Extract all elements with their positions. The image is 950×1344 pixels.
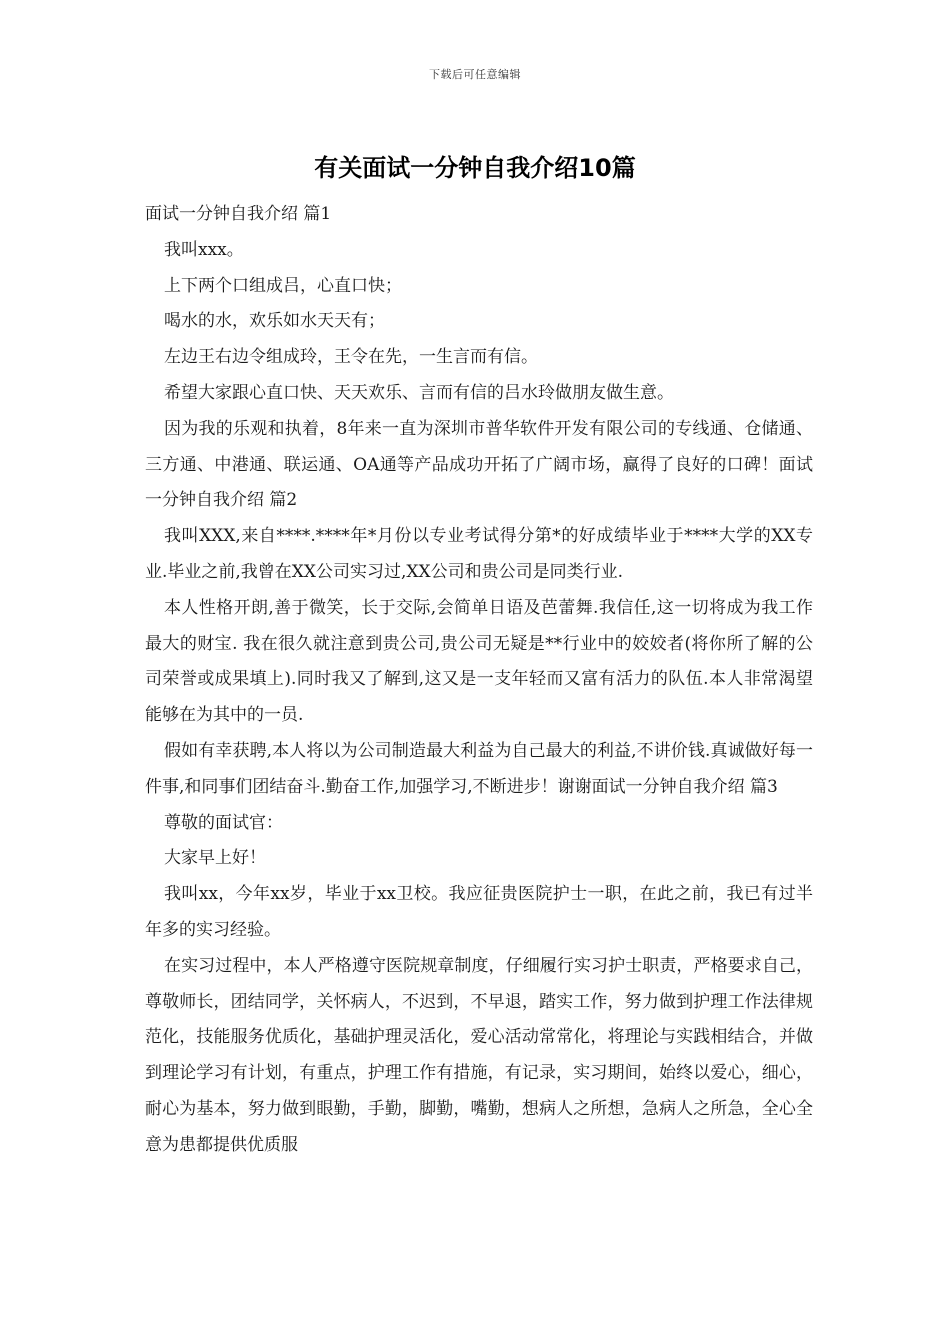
body-paragraph: 喝水的水，欢乐如水天天有； — [164, 311, 385, 332]
document-body — [145, 197, 813, 1164]
body-paragraph: 大家早上好！ — [164, 848, 266, 869]
body-paragraph: 在实习过程中，本人严格遵守医院规章制度，仔细履行实习护士职责，严格要求自己，尊敬师长，团结同学，关怀病人，不迟到，不早退，踏实工作，努力做到护理工作法律规范化，技能服务优质化，基础护理灵活化，爱心活动常常化，将理论与实践相结合，并做到理论学习有计划，有重点，护理工作有措施，有记录，实习期间，始终以爱心，细心，耐心为基本，努力做到眼勤，手勤，脚勤，嘴勤，想病人之所想，急病人之所急，全心全意为患都提供优质服 — [145, 955, 813, 1155]
document-title: 有关面试一分钟自我介绍10篇 — [314, 154, 636, 182]
body-paragraph: 我叫xx，今年xx岁，毕业于xx卫校。我应征贵医院护士一职，在此之前，我已有过半年多的实习经验。 — [145, 884, 813, 940]
body-paragraph: 因为我的乐观和执着，8年来一直为深圳市普华软件开发有限公司的专线通、仓储通、三方通、中港通、联运通、OA通等产品成功开拓了广阔市场，赢得了良好的口碑！面试一分钟自我介绍 篇2 — [145, 418, 813, 511]
body-paragraph: 尊敬的面试官： — [164, 812, 283, 833]
body-paragraph: 本人性格开朗,善于微笑，长于交际,会简单日语及芭蕾舞.我信任,这一切将成为我工作最大的财宝. 我在很久就注意到贵公司,贵公司无疑是**行业中的姣姣者(将你所了解的公司荣誉或成果填上).同时我又了解到,这又是一支年轻而又富有活力的队伍.本人非常渴望能够在为其中的一员. — [145, 597, 813, 726]
body-paragraph: 希望大家跟心直口快、天天欢乐、言而有信的吕水玲做朋友做生意。 — [164, 382, 674, 403]
body-paragraph: 上下两个口组成吕，心直口快； — [164, 275, 402, 296]
body-paragraph: 假如有幸获聘,本人将以为公司制造最大利益为自己最大的利益,不讲价钱.真诚做好每一件事,和同事们团结奋斗.勤奋工作,加强学习,不断进步！谢谢面试一分钟自我介绍 篇3 — [145, 740, 813, 797]
body-paragraph: 左边王右边令组成玲，王令在先，一生言而有信。 — [164, 347, 538, 368]
body-paragraph: 面试一分钟自我介绍 篇1 — [145, 204, 332, 224]
body-paragraph: 我叫XXX,来自****.****年*月份以专业考试得分第*的好成绩毕业于****大学的XX专业.毕业之前,我曾在XX公司实习过,XX公司和贵公司是同类行业. — [145, 526, 813, 582]
body-paragraph: 我叫xxx。 — [164, 239, 244, 260]
page-header-note: 下载后可任意编辑 — [429, 68, 521, 81]
